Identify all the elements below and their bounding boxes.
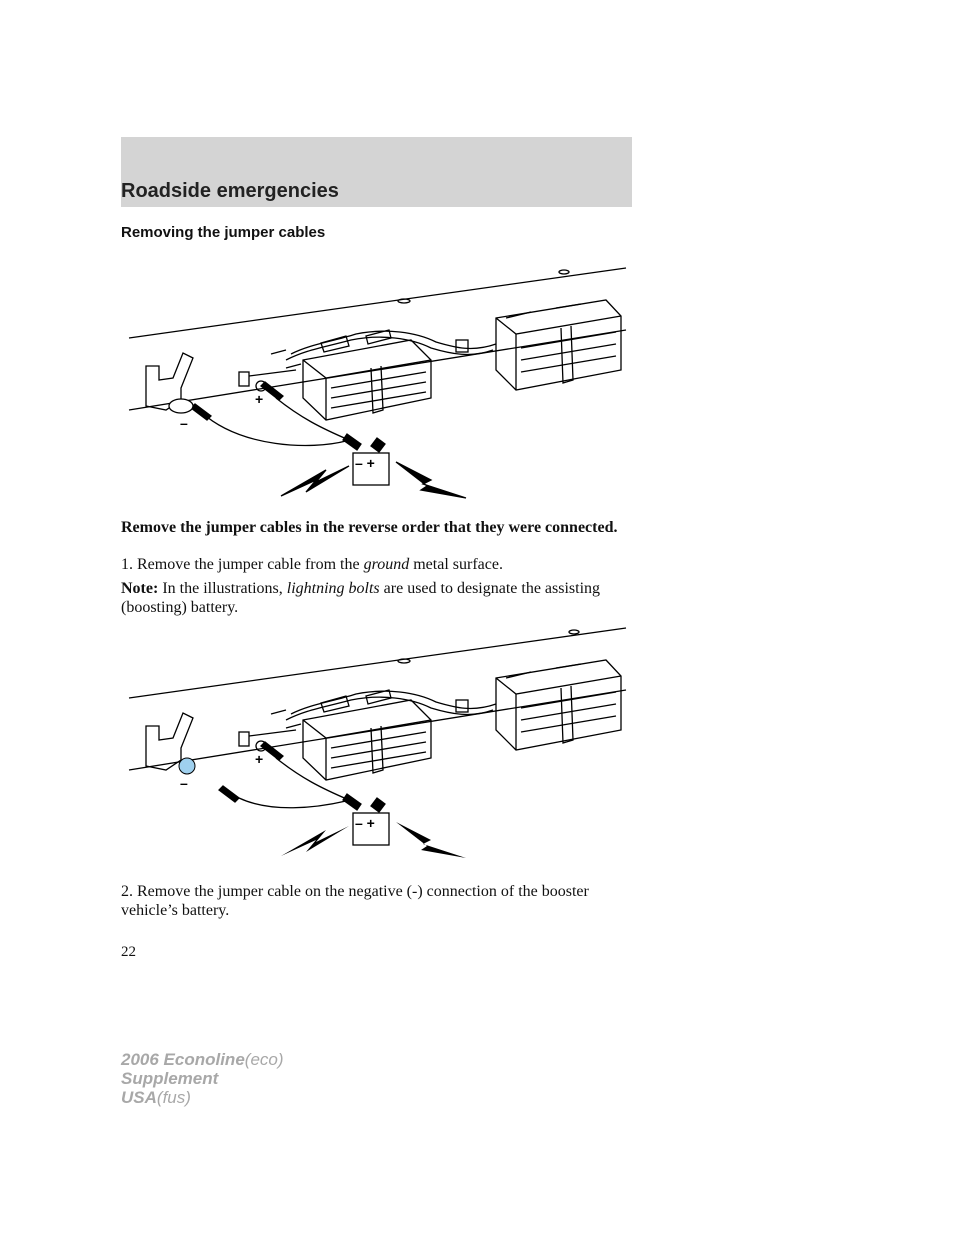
negative-label: –	[180, 775, 188, 791]
positive-label: +	[255, 751, 264, 767]
step-1-emphasis: ground	[363, 556, 410, 573]
figure-jumper-cables-2	[121, 618, 636, 878]
page-heading: Removing the jumper cables	[121, 224, 326, 241]
step-1-text: 1. Remove the jumper cable from the	[121, 556, 360, 573]
footer-model: 2006 Econoline	[121, 1050, 245, 1069]
footer-region-code: (fus)	[156, 1088, 191, 1107]
note-label: Note:	[121, 580, 159, 597]
step-2: 2. Remove the jumper cable on the negative (-) connection of the booster vehicle’s battery.	[121, 883, 589, 919]
jumper-cable-diagram-2	[121, 618, 636, 878]
note-paragraph	[121, 579, 641, 617]
footer-region: USA	[121, 1088, 157, 1107]
footer	[121, 1050, 284, 1107]
note-text: In the illustrations,	[162, 580, 283, 597]
booster-terminals-label: – +	[355, 815, 375, 831]
booster-terminals-label: – +	[355, 455, 375, 471]
negative-label: –	[180, 415, 188, 431]
section-title: Roadside emergencies	[121, 180, 339, 202]
footer-supplement: Supplement	[121, 1069, 219, 1088]
footer-model-code: (eco)	[244, 1050, 284, 1069]
step-1-text-end: metal surface.	[413, 556, 503, 573]
step-1	[121, 555, 641, 574]
intro-paragraph: Remove the jumper cables in the reverse order that they were connected.	[121, 519, 618, 536]
jumper-cable-diagram-1	[121, 258, 636, 518]
ground-point-highlight	[179, 758, 195, 774]
positive-label: +	[255, 391, 264, 407]
figure-jumper-cables-1	[121, 258, 636, 518]
note-text-end: are used to designate the assisting (boosting) battery.	[121, 580, 601, 616]
note-emphasis: lightning bolts	[286, 580, 380, 597]
page-number: 22	[121, 944, 136, 960]
